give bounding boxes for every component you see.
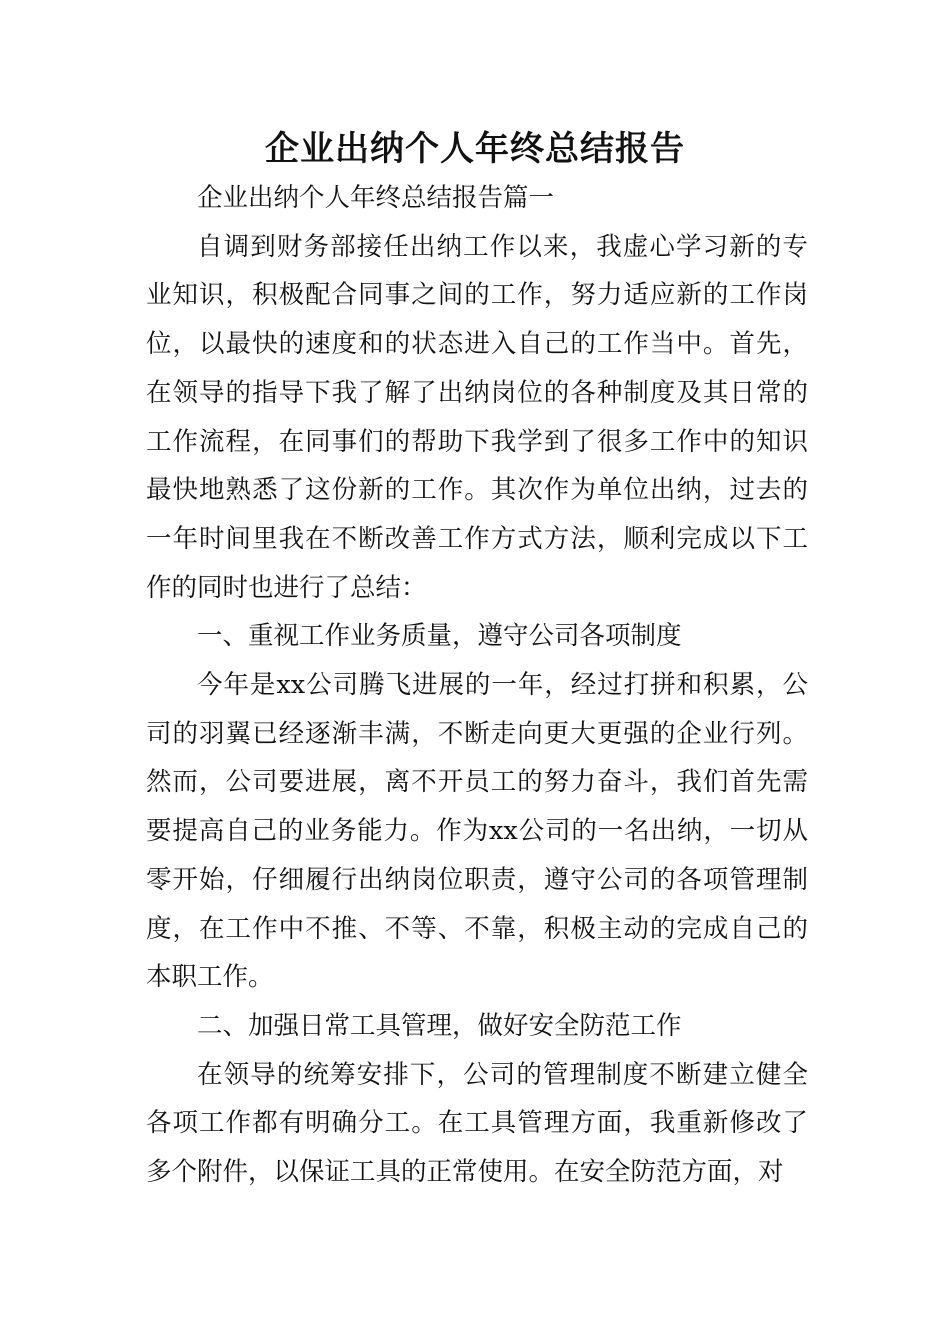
paragraph: 在领导的统筹安排下，公司的管理制度不断建立健全各项工作都有明确分工。在工具管理方面，我重新修改了多个附件，以保证工具的正常使用。在安全防范方面，对 bbox=[146, 1059, 808, 1188]
document-body bbox=[146, 174, 808, 1197]
paragraph: 今年是xx公司腾飞进展的一年，经过打拼和积累，公司的羽翼已经逐渐丰满，不断走向更大更强的企业行列。然而，公司要进展，离不开员工的努力奋斗，我们首先需要提高自己的业务能力。作为xx公司的一名出纳，一切从零开始，仔细履行出纳岗位职责，遵守公司的各项管理制度，在工作中不推、不等、不靠，积极主动的完成自己的本职工作。 bbox=[146, 670, 808, 993]
document-title: 企业出纳个人年终总结报告 bbox=[265, 129, 685, 169]
section-heading: 一、重视工作业务质量，遵守公司各项制度 bbox=[197, 621, 682, 652]
section-heading: 企业出纳个人年终总结报告篇一 bbox=[197, 183, 555, 213]
section-heading: 二、加强日常工具管理，做好安全防范工作 bbox=[197, 1010, 682, 1041]
paragraph: 自调到财务部接任出纳工作以来，我虚心学习新的专业知识，积极配合同事之间的工作，努力适应新的工作岗位，以最快的速度和的状态进入自己的工作当中。首先，在领导的指导下我了解了出纳岗位的各种制度及其日常的工作流程，在同事们的帮助下我学到了很多工作中的知识最快地熟悉了这份新的工作。其次作为单位出纳，过去的一年时间里我在不断改善工作方式方法，顺利完成以下工作的同时也进行了总结： bbox=[146, 231, 808, 603]
